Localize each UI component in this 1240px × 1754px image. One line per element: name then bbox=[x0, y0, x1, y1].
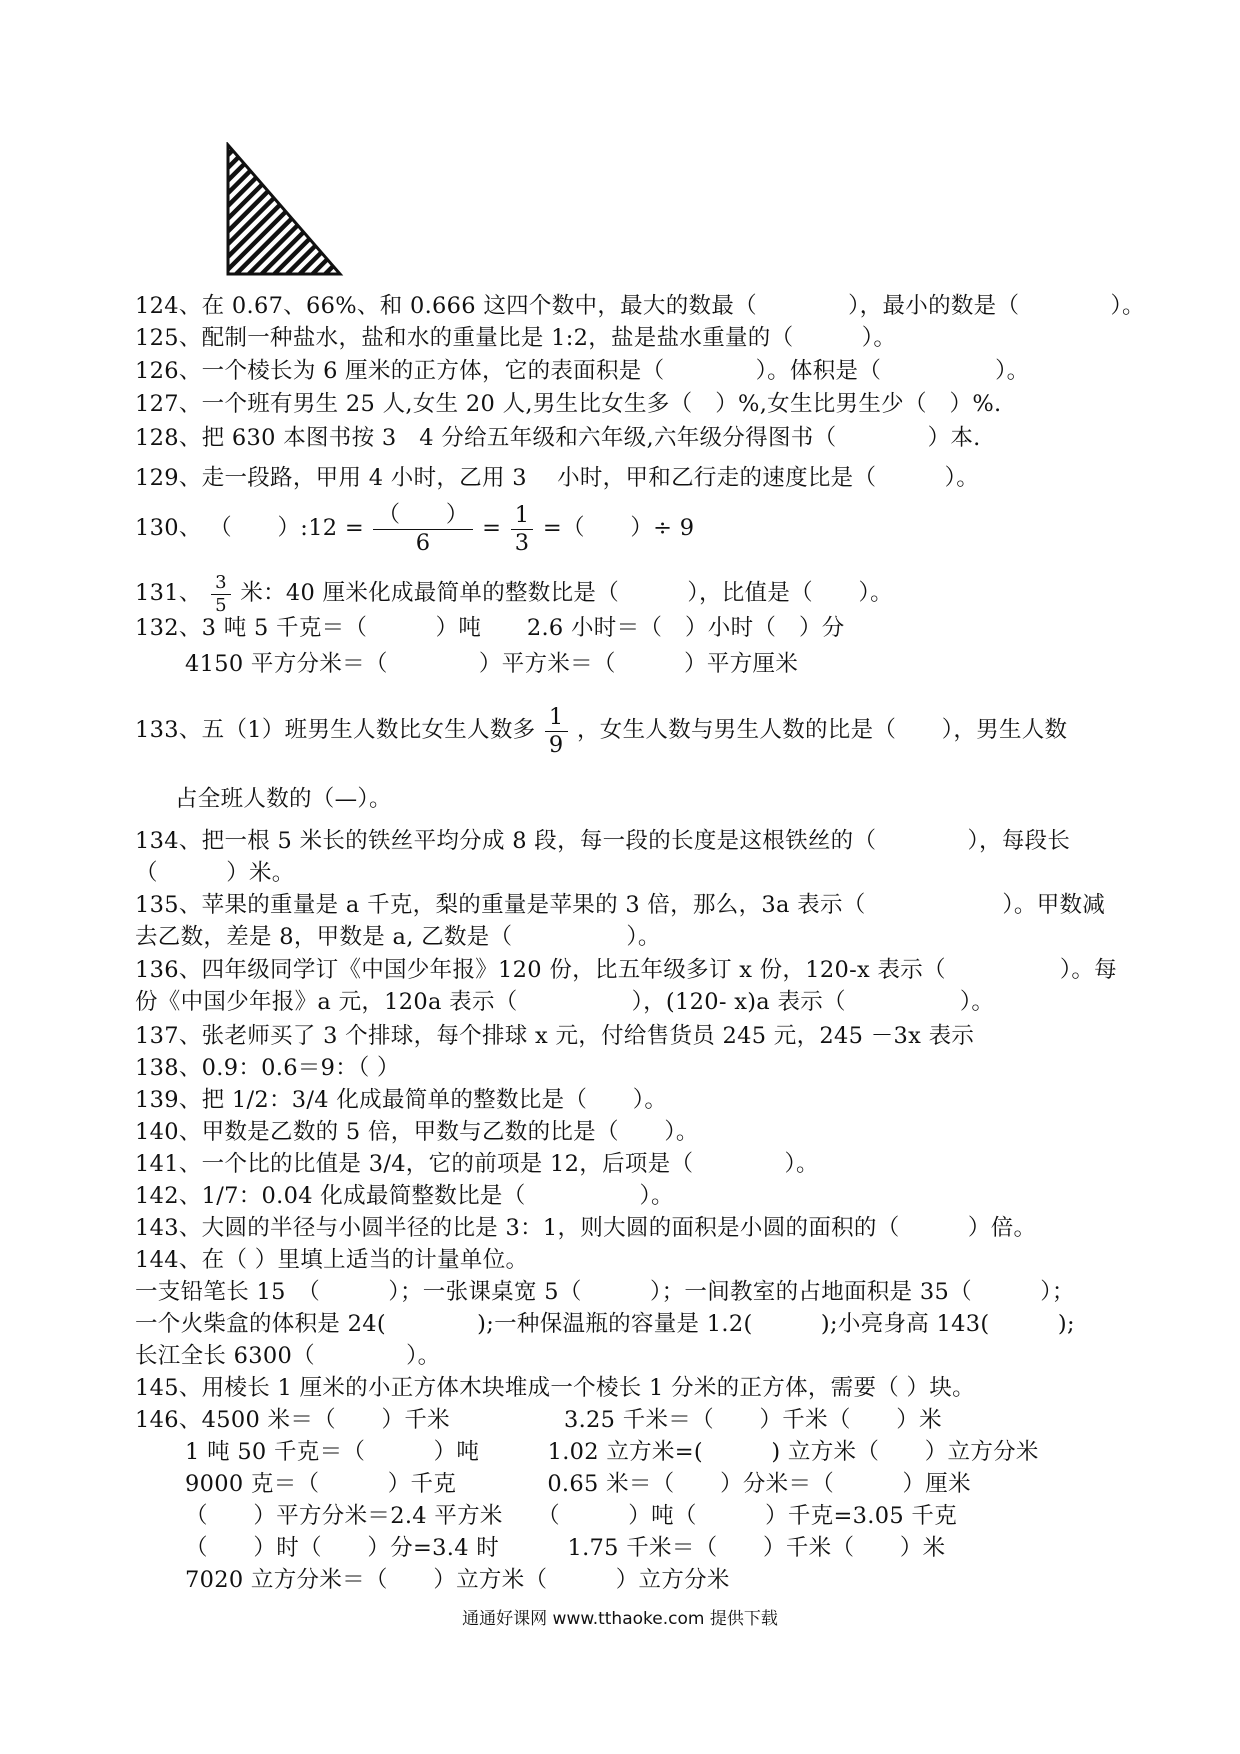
question-124: 124、在 0.67、66%、和 0.666 这四个数中，最大的数最（ ），最小的数是（ ）。 bbox=[135, 293, 1145, 319]
question-135: 135、苹果的重量是 a 千克，梨的重量是苹果的 3 倍，那么，3a 表示（ ）。甲数减去乙数，差是 8，甲数是 a, 乙数是（ ）。 bbox=[135, 892, 1106, 950]
question-132-continued: 4150 平方分米＝（ ）平方米＝（ ）平方厘米 bbox=[185, 651, 799, 677]
question-142: 142、1/7：0.04 化成最简整数比是（ ）。 bbox=[135, 1183, 674, 1209]
footer-source: 通通好课网 www.tthaoke.com 提供下载 bbox=[462, 1609, 778, 1629]
question-128: 128、把 630 本图书按 3 4 分给五年级和六年级,六年级分得图书（ ）本. bbox=[135, 425, 981, 451]
question-141: 141、一个比的比值是 3/4，它的前项是 12，后项是（ ）。 bbox=[135, 1151, 819, 1177]
question-144: 144、在（ ）里填上适当的计量单位。 bbox=[135, 1247, 529, 1273]
question-127: 127、一个班有男生 25 人,女生 20 人,男生比女生多（ ）%,女生比男生少（ ）%. bbox=[135, 391, 1002, 417]
question-130 bbox=[135, 498, 1125, 558]
hatched-triangle-figure bbox=[225, 142, 345, 278]
numerator: 1 bbox=[545, 706, 568, 732]
question-132: 132、3 吨 5 千克＝（ ）吨 2.6 小时＝（ ）小时（ ）分 bbox=[135, 615, 845, 641]
question-146-line2: 1 吨 50 千克＝（ ）吨 1.02 立方米=( ) 立方米（ ）立方分米 bbox=[185, 1439, 1039, 1465]
question-139: 139、把 1/2：3/4 化成最简单的整数比是（ ）。 bbox=[135, 1087, 668, 1113]
question-text: 133、五（1）班男生人数比女生人数多 bbox=[135, 717, 536, 743]
question-144-line2: 一个火柴盒的体积是 24( );一种保温瓶的容量是 1.2( );小亮身高 143( ); bbox=[135, 1311, 1075, 1337]
question-146-line6: 7020 立方分米＝（ ）立方米（ ）立方分米 bbox=[185, 1567, 730, 1593]
denominator: 6 bbox=[415, 529, 431, 556]
question-136: 136、四年级同学订《中国少年报》120 份，比五年级多订 x 份，120-x 表示（ ）。每份《中国少年报》a 元，120a 表示（ ），(120- x)a 表示（ ）。 bbox=[135, 957, 1117, 1015]
fraction bbox=[211, 571, 231, 616]
denominator: 3 bbox=[514, 529, 530, 556]
question-text: 米：40 厘米化成最简单的整数比是（ ），比值是（ ）。 bbox=[240, 580, 893, 606]
question-138: 138、0.9：0.6＝9：（ ） bbox=[135, 1055, 400, 1081]
question-number: 130、 bbox=[135, 515, 202, 541]
question-146: 146、4500 米＝（ ）千米 3.25 千米＝（ ）千米（ ）米 bbox=[135, 1407, 942, 1433]
question-146-line5: （ ）时（ ）分=3.4 时 1.75 千米＝（ ）千米（ ）米 bbox=[185, 1535, 946, 1561]
denominator: 5 bbox=[215, 594, 227, 616]
question-143: 143、大圆的半径与小圆半径的比是 3：1，则大圆的面积是小圆的面积的（ ）倍。 bbox=[135, 1215, 1037, 1241]
question-137: 137、张老师买了 3 个排球，每个排球 x 元，付给售货员 245 元，245 －3x 表示 bbox=[135, 1023, 975, 1049]
ratio-part: （ ）:12 = bbox=[209, 515, 365, 541]
numerator: （ ） bbox=[373, 504, 472, 530]
question-133-line2: 占全班人数的（—）。 bbox=[175, 786, 392, 812]
fraction bbox=[545, 706, 568, 756]
question-126: 126、一个棱长为 6 厘米的正方体，它的表面积是（ ）。体积是（ ）。 bbox=[135, 358, 1030, 384]
question-125: 125、配制一种盐水，盐和水的重量比是 1:2，盐是盐水重量的（ ）。 bbox=[135, 325, 897, 351]
division-part: =（ ）÷ 9 bbox=[542, 515, 695, 541]
numerator: 3 bbox=[211, 574, 231, 595]
question-number: 131、 bbox=[135, 580, 202, 606]
question-text-continued: ，女生人数与男生人数的比是（ ），男生人数 bbox=[577, 717, 1068, 743]
question-146-line3: 9000 克＝（ ）千克 0.65 米＝（ ）分米＝（ ）厘米 bbox=[185, 1471, 971, 1497]
question-146-line4: （ ）平方分米＝2.4 平方米 （ ）吨（ ）千克=3.05 千克 bbox=[185, 1503, 957, 1529]
numerator: 1 bbox=[511, 504, 534, 530]
question-131 bbox=[135, 568, 1125, 618]
question-133 bbox=[135, 700, 1125, 760]
fraction bbox=[511, 504, 534, 554]
equals-sign: = bbox=[482, 515, 502, 541]
question-145: 145、用棱长 1 厘米的小正方体木块堆成一个棱长 1 分米的正方体，需要（ ）块。 bbox=[135, 1375, 975, 1401]
denominator: 9 bbox=[548, 731, 564, 758]
question-134: 134、把一根 5 米长的铁丝平均分成 8 段，每一段的长度是这根铁丝的（ ），每段长（ ）米。 bbox=[135, 828, 1071, 886]
fraction bbox=[373, 504, 472, 554]
question-140: 140、甲数是乙数的 5 倍，甲数与乙数的比是（ ）。 bbox=[135, 1119, 699, 1145]
question-144-line3: 长江全长 6300（ ）。 bbox=[135, 1343, 441, 1369]
question-129: 129、走一段路，甲用 4 小时，乙用 3 小时，甲和乙行走的速度比是（ ）。 bbox=[135, 465, 980, 491]
question-144-line1: 一支铅笔长 15 （ ）；一张课桌宽 5（ ）；一间教室的占地面积是 35（ ）； bbox=[135, 1279, 1075, 1305]
